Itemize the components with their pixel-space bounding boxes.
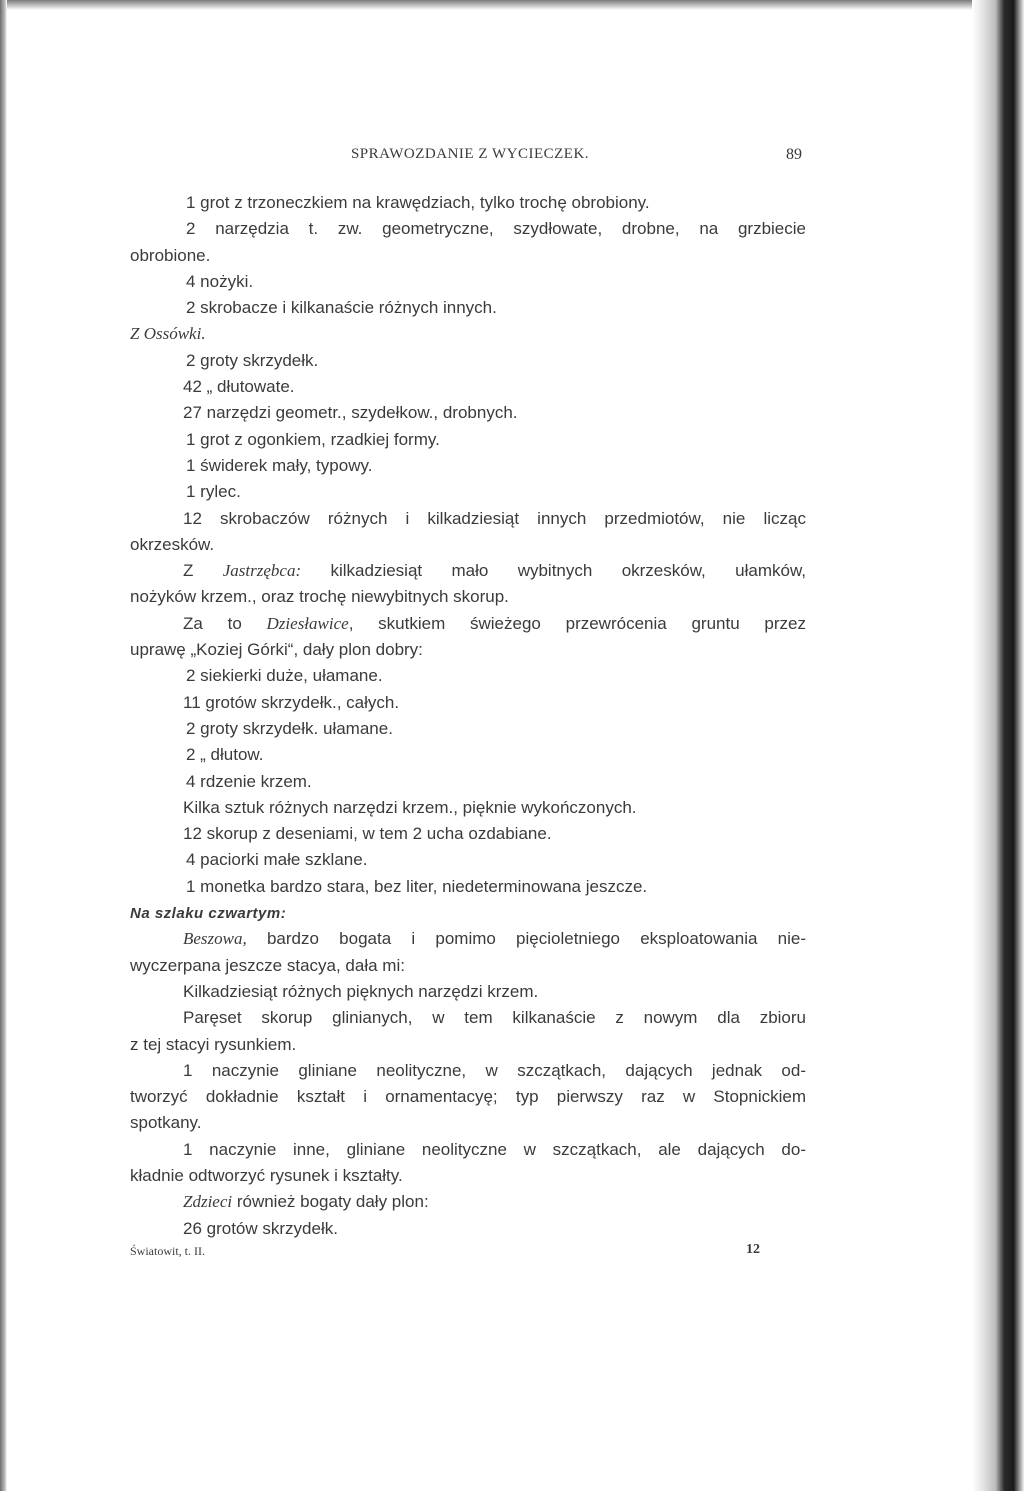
line-text: 2 „ dłutow. xyxy=(186,745,264,765)
text-line xyxy=(130,453,806,479)
place-name: Zdzieci xyxy=(183,1192,233,1212)
place-name: Beszowa, xyxy=(183,929,247,949)
text-line xyxy=(130,506,806,532)
text-line xyxy=(130,243,806,269)
line-text: Za to xyxy=(183,613,267,633)
line-text: 4 rdzenie krzem. xyxy=(186,771,312,791)
text-line xyxy=(130,1189,806,1215)
text-line xyxy=(130,348,806,374)
line-text: Kilka sztuk różnych narzędzi krzem., pięknie wykończonych. xyxy=(183,797,637,817)
scan-binding-shadow xyxy=(972,0,1024,1491)
text-line xyxy=(130,295,806,321)
text-line xyxy=(130,1216,806,1242)
line-text: kładnie odtworzyć rysunek i kształty. xyxy=(130,1165,403,1185)
line-text: z tej stacyi rysunkiem. xyxy=(130,1034,297,1054)
line-text: 1 rylec. xyxy=(186,482,241,502)
text-line xyxy=(130,1058,806,1084)
line-text: 4 paciorki małe szklane. xyxy=(186,850,368,870)
text-line xyxy=(130,1084,806,1110)
signature-mark: 12 xyxy=(746,1242,760,1257)
line-text: 1 grot z trzoneczkiem na krawędziach, tylko trochę obrobiony. xyxy=(186,193,650,212)
line-text: 4 nożyki. xyxy=(186,271,254,291)
text-line xyxy=(130,821,806,847)
section-heading: Na szlaku czwartym: xyxy=(130,905,287,923)
text-line xyxy=(130,1163,806,1189)
text-line xyxy=(130,269,806,295)
scan-top-border xyxy=(0,0,1024,10)
line-text: , skutkiem świeżego przewrócenia gruntu przez xyxy=(348,613,806,633)
text-line xyxy=(130,769,806,795)
line-text: 2 narzędzia t. zw. geometryczne, szydłowate, drobne, na grzbiecie xyxy=(186,219,806,239)
line-text: 2 groty skrzydełk. xyxy=(186,350,319,370)
line-text: Z xyxy=(183,561,223,581)
text-line xyxy=(130,611,806,637)
text-line xyxy=(130,374,806,400)
text-line xyxy=(130,558,806,584)
line-text: bardzo bogata i pomimo pięcioletniego eksploatowania nie- xyxy=(246,929,806,949)
line-text: 2 groty skrzydełk. ułamane. xyxy=(186,718,393,738)
line-text: tworzyć dokładnie kształt i ornamentacyę; typ pierwszy raz w Stopnickiem xyxy=(130,1087,806,1107)
text-line xyxy=(130,926,806,952)
footer-source: Światowit, t. II. xyxy=(130,1244,205,1258)
text-line xyxy=(130,1137,806,1163)
line-text: spotkany. xyxy=(130,1113,202,1133)
text-line xyxy=(130,690,806,716)
page-body xyxy=(130,190,806,1242)
line-text: 12 skorup z deseniami, w tem 2 ucha ozdabiane. xyxy=(183,824,552,844)
line-text: wyczerpana jeszcze stacya, dała mi: xyxy=(130,955,405,975)
page-number: 89 xyxy=(786,146,802,163)
text-line xyxy=(130,216,806,242)
line-text: 42 „ dłutowate. xyxy=(183,377,295,397)
place-name: Dziesławice xyxy=(266,613,349,633)
text-line xyxy=(130,1032,806,1058)
text-line xyxy=(130,900,806,926)
line-text: Paręset skorup glinianych, w tem kilkanaście z nowym dla zbioru xyxy=(183,1008,806,1028)
line-text: 27 narzędzi geometr., szydełkow., drobnych. xyxy=(183,403,518,423)
text-line xyxy=(130,190,806,216)
text-line xyxy=(130,584,806,610)
text-line xyxy=(130,795,806,821)
text-line xyxy=(130,1110,806,1136)
text-line xyxy=(130,1005,806,1031)
line-text: 11 grotów skrzydełk., całych. xyxy=(183,692,400,712)
line-text: Kilkadziesiąt różnych pięknych narzędzi krzem. xyxy=(183,981,539,1001)
line-text: 1 grot z ogonkiem, rzadkiej formy. xyxy=(186,429,440,449)
line-text: również bogaty dały plon: xyxy=(232,1192,429,1212)
line-text: 1 naczynie inne, gliniane neolityczne w szczątkach, ale dających do- xyxy=(183,1139,806,1159)
text-line xyxy=(130,427,806,453)
text-line xyxy=(130,637,806,663)
line-text: obrobione. xyxy=(130,245,211,265)
line-text: 2 skrobacze i kilkanaście różnych innych. xyxy=(186,298,497,318)
text-line xyxy=(130,874,806,900)
text-line xyxy=(130,479,806,505)
line-text: 1 monetka bardzo stara, bez liter, niedeterminowana jeszcze. xyxy=(186,876,648,896)
place-name: Jastrzębca: xyxy=(222,561,302,581)
line-text: 1 naczynie gliniane neolityczne, w szczątkach, dających jednak od- xyxy=(183,1060,806,1080)
page-footer xyxy=(130,1244,760,1266)
text-line xyxy=(130,400,806,426)
line-text: 12 skrobaczów różnych i kilkadziesiąt innych przedmiotów, nie licząc xyxy=(183,508,806,528)
line-text: kilkadziesiąt mało wybitnych okrzesków, ułamków, xyxy=(301,561,807,581)
text-line xyxy=(130,532,806,558)
text-line xyxy=(130,663,806,689)
text-line xyxy=(130,742,806,768)
line-text: 1 świderek mały, typowy. xyxy=(186,455,373,475)
running-head: SPRAWOZDANIE Z WYCIECZEK. xyxy=(350,146,590,162)
text-line xyxy=(130,979,806,1005)
scan-left-border xyxy=(0,0,7,1491)
place-name: Z Ossówki. xyxy=(130,324,206,344)
line-text: 2 siekierki duże, ułamane. xyxy=(186,666,383,686)
page-header xyxy=(130,146,810,172)
text-line xyxy=(130,716,806,742)
text-line xyxy=(130,953,806,979)
line-text: uprawę „Koziej Górki“, dały plon dobry: xyxy=(130,640,423,660)
text-line xyxy=(130,847,806,873)
line-text: okrzesków. xyxy=(130,534,215,554)
line-text: 26 grotów skrzydełk. xyxy=(183,1218,338,1238)
line-text: nożyków krzem., oraz trochę niewybitnych skorup. xyxy=(130,587,509,607)
text-line xyxy=(130,321,806,347)
